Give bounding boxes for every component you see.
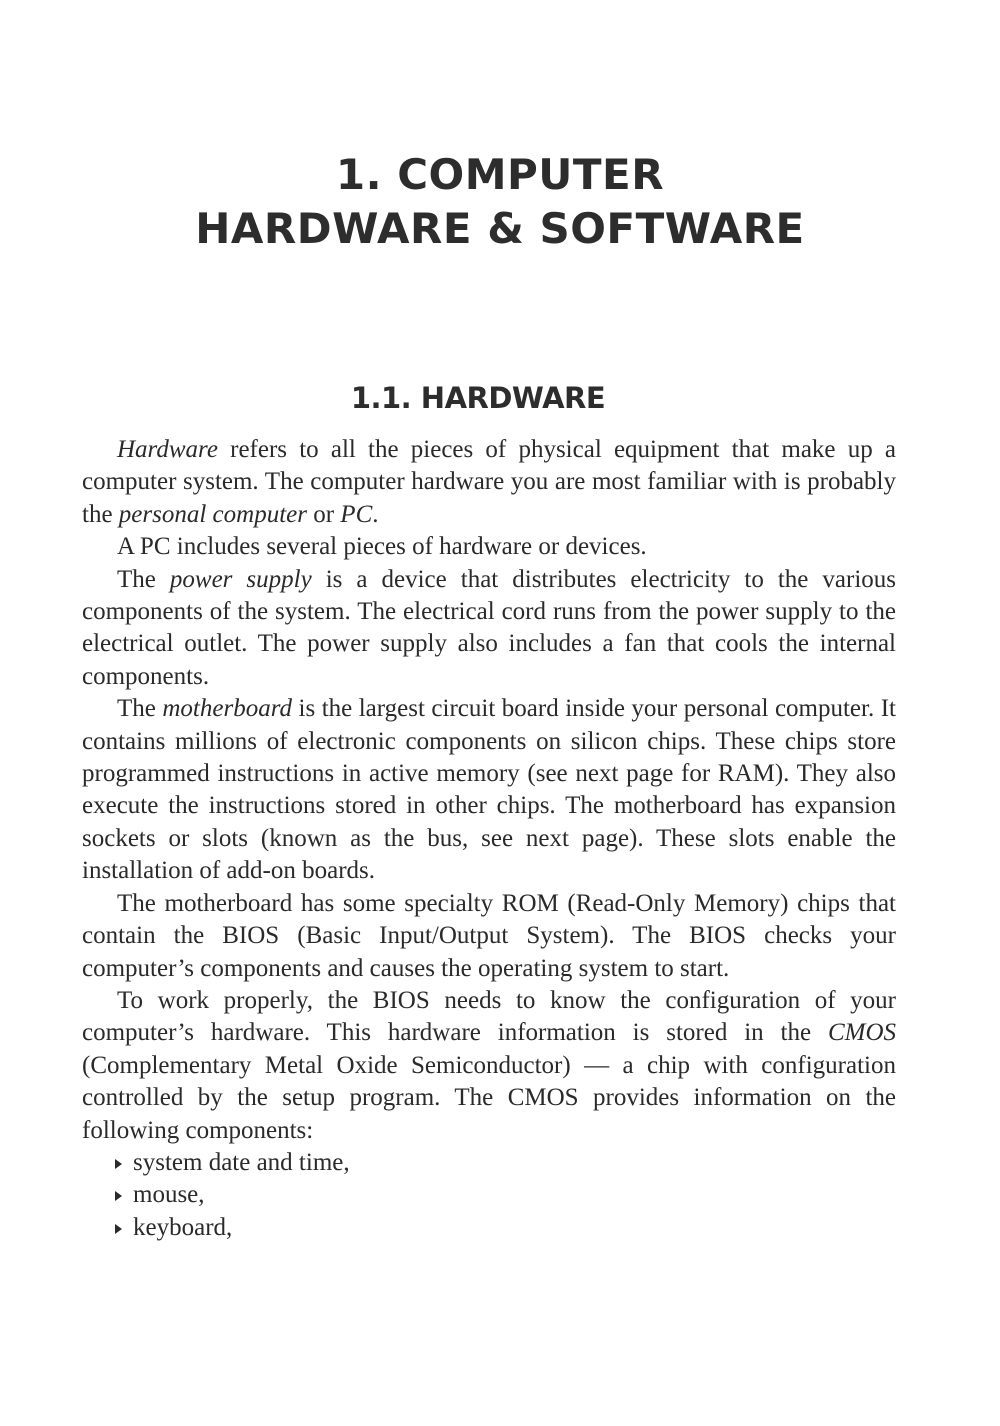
term-motherboard: motherboard bbox=[162, 695, 293, 723]
paragraph-text: The bbox=[117, 565, 170, 593]
paragraph-pc-devices: A PC includes several pieces of hardware or devices. bbox=[117, 533, 647, 561]
term-power-supply: power supply bbox=[169, 565, 312, 593]
list-item-text: system date and time, bbox=[133, 1148, 350, 1176]
list-item-text: keyboard, bbox=[133, 1213, 233, 1241]
paragraph-text: refers to all the pieces of physical equipment that make up a computer system. The computer hardware you are most familiar with is probably the bbox=[82, 436, 896, 528]
triangle-bullet-icon bbox=[115, 1191, 122, 1201]
list-item bbox=[115, 1147, 896, 1179]
list-item bbox=[115, 1212, 896, 1244]
list-item-text: mouse, bbox=[133, 1181, 205, 1209]
chapter-title-line-1: 1. COMPUTER bbox=[335, 150, 665, 199]
paragraph-cmos bbox=[82, 985, 896, 1147]
section-title: 1.1. HARDWARE bbox=[350, 381, 606, 415]
cmos-component-list bbox=[82, 1147, 896, 1244]
list-item bbox=[115, 1179, 896, 1211]
paragraph-motherboard bbox=[82, 693, 896, 887]
paragraph-text: To work properly, the BIOS needs to know the configuration of your computer’s hardware. This hardware information is stored in the bbox=[82, 986, 896, 1047]
body-text bbox=[82, 434, 896, 1244]
triangle-bullet-icon bbox=[115, 1224, 122, 1234]
chapter-title bbox=[0, 148, 1000, 256]
term-personal-computer: personal computer bbox=[118, 500, 307, 528]
paragraph-bios: The motherboard has some specialty ROM (Read-Only Memory) chips that contain the BIOS (Basic Input/Output System). The BIOS checks your computer’s components and causes the operating system to start. bbox=[82, 889, 896, 982]
paragraph-text: is a device that distributes electricity to the various components of the system. The electrical cord runs from the power supply to the electrical outlet. The power supply also includes a fan that cools the internal components. bbox=[82, 565, 896, 690]
triangle-bullet-icon bbox=[115, 1159, 122, 1169]
paragraph-text: The bbox=[117, 695, 163, 723]
paragraph-power-supply bbox=[82, 564, 896, 694]
term-hardware: Hardware bbox=[117, 436, 218, 463]
paragraph-text: . bbox=[372, 500, 379, 528]
paragraph-hardware-definition bbox=[82, 434, 896, 531]
paragraph-text: (Complementary Metal Oxide Semiconductor) — a chip with configuration controlled by the setup program. The CMOS provides information on the following components: bbox=[82, 1051, 896, 1144]
paragraph-text: is the largest circuit board inside your personal computer. It contains millions of electronic components on silicon chips. These chips store programmed instructions in active memory (see next page for RAM). They also execute the instructions stored in other chips. The motherboard has expansion sockets or slots (known as the bus, see next page). These slots enable the installation of add-on boards. bbox=[82, 695, 896, 885]
term-pc: PC bbox=[340, 500, 373, 528]
paragraph-text: or bbox=[306, 500, 341, 528]
term-cmos: CMOS bbox=[827, 1019, 896, 1047]
chapter-title-line-2: HARDWARE & SOFTWARE bbox=[195, 204, 805, 253]
